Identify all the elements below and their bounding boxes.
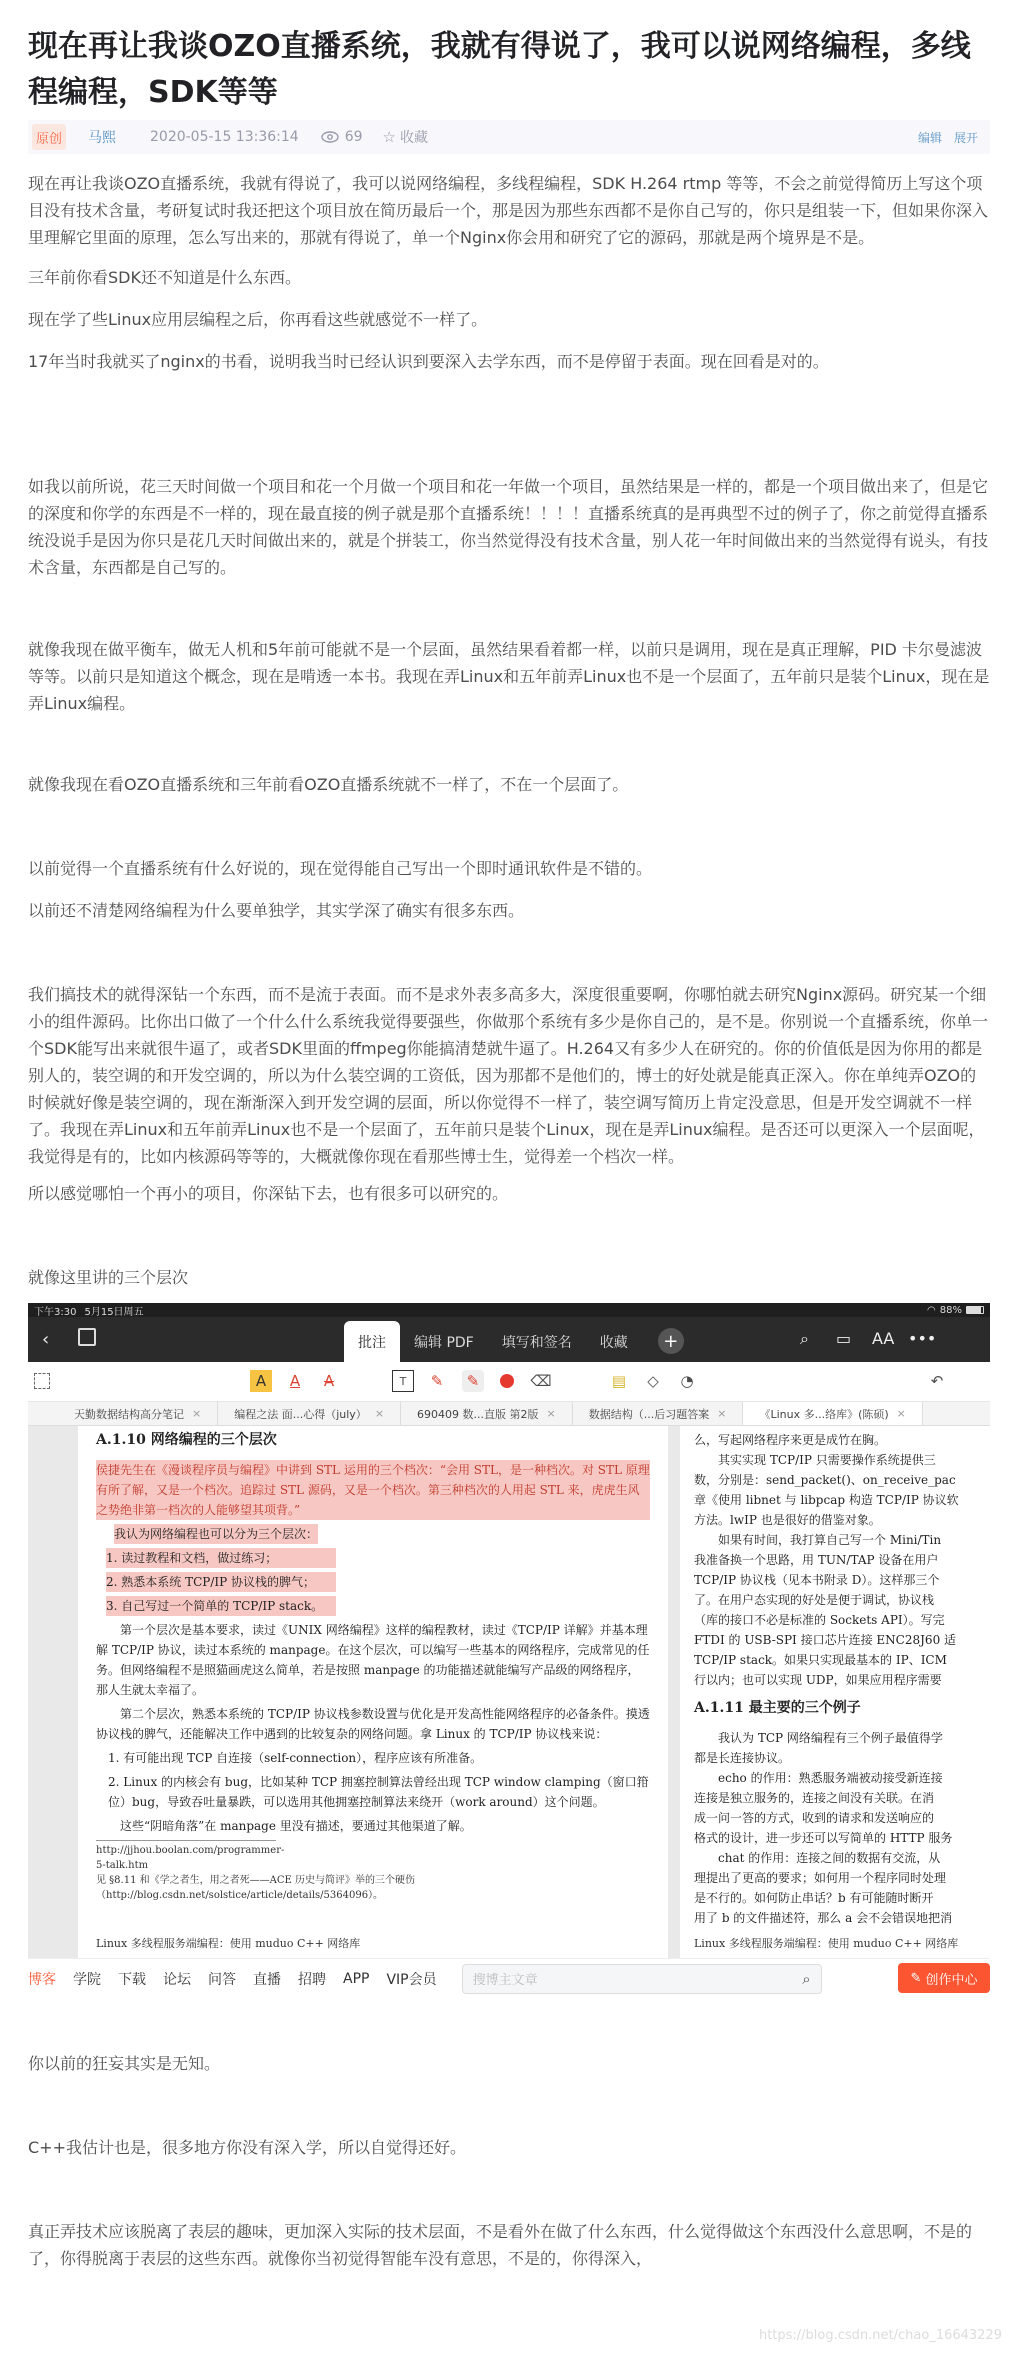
text-line: 行以内；也可以实现 UDP，如果应用程序需要 [694,1673,942,1687]
paragraph-14: C++我估计也是，很多地方你没有深入学，所以自觉得还好。 [28,2138,466,2157]
text-line: 理提出了更高的要求；如何用一个程序同时处理 [694,1871,947,1885]
doc-tab[interactable] [573,1402,744,1425]
doc-tab-active[interactable] [743,1402,922,1425]
right-text-2 [694,1728,976,1928]
text-line: 章《使用 libnet 与 libpcap 构造 TCP/IP 协议软 [694,1493,959,1507]
text-line: 方法。lwIP 也是很好的借鉴对象。 [694,1513,881,1527]
highlight-text-icon[interactable]: A [250,1370,272,1392]
list-item: 1. 有可能出现 TCP 自连接（self-connection），程序应该有所准备。 [108,1751,483,1765]
document-tabs [28,1402,990,1426]
doc-tab[interactable] [401,1402,573,1425]
textbox-icon[interactable]: T [392,1370,414,1392]
star-icon: ☆ [382,128,396,146]
text-line: 成一问一答的方式，收到的请求和发送响应的 [694,1811,935,1825]
create-center-button[interactable] [898,1963,990,1993]
status-date: 5月15日周五 [84,1306,144,1318]
article-meta-bar [28,120,990,154]
paragraph-4: 17年当时我就买了nginx的书看，说明我当时已经认识到要深入去学东西，而不是停留于表面。现在回看是对的。 [28,352,829,371]
text-line: 如果有时间，我打算自己写一个 Mini/Tin [718,1533,942,1547]
doc-tab-label: 天勤数据结构高分笔记 [74,1407,184,1421]
add-tab-icon[interactable]: + [658,1328,684,1354]
eraser-icon[interactable]: ⌫ [530,1372,552,1390]
stamp-icon[interactable]: ◔ [680,1372,694,1390]
pen-icon[interactable]: ✎ [430,1372,444,1390]
back-icon[interactable]: ‹ [42,1329,50,1350]
paragraph-5: 如我以前所说，花三天时间做一个项目和花一个月做一个项目和花一年做一个项目，虽然结果是一样的，都是一个项目做出来了，但是它的深度和你学的东西是不一样的，现在最直接的例子就是那个直播系统！！！！直播系统真的是再典型不过的例子了，你之前觉得直播系统没说手是因为你只是花几天时间做出来的，就是个拼装工，你当然觉得没有技术含量，别人花一年时间做出来的当然觉得有说头，有技术含量，东西都是自己写的。 [28,477,989,577]
text-line: 么，写起网络程序来更是成竹在胸。 [694,1433,887,1447]
close-icon[interactable]: × [896,1407,906,1420]
search-icon[interactable]: ⌕ [800,1329,809,1348]
text-line: FTDI 的 USB-SPI 接口芯片连接 ENC28J60 适 [694,1633,957,1647]
section-heading: A.1.11 最主要的三个例子 [694,1700,861,1716]
text-line: 是不行的。如何防止串话？b 有可能随时断开 [694,1891,934,1905]
pdf-left-page [78,1426,668,1958]
paragraph-6: 就像我现在做平衡车，做无人机和5年前可能就不是一个层面，虽然结果看着都一样，以前只是调用，现在是真正理解，PID 卡尔曼滤波等等。以前只是知道这个概念，现在是啃透一本书。我现在弄Linux和五年前弄Linux也不是一个层面了，五年前只是装个Linux，现在是弄Linux编程。 [28,640,990,713]
body-text: 第一个层次是基本要求，读过《UNIX 网络编程》这样的编程教材，读过《TCP/IP 详解》并基本理解 TCP/IP 协议，读过本系统的 manpage。在这个层次，可以编写一些基本的网络程序，完成常见的任务。但网络编程不是照猫画虎这么简单，若是按照 manpage 的功能描述就能编写产品级的网络程序，那人生就太幸福了。 [96,1623,650,1697]
search-placeholder: 搜博主文章 [472,1973,538,1988]
grid-view-icon[interactable] [78,1328,96,1346]
text-size-icon[interactable]: AA [872,1329,895,1348]
doc-tab-label: 《Linux 多...络库》(陈硕) [759,1407,889,1421]
close-icon[interactable]: × [546,1407,556,1420]
text-line: 我准备换一个思路，用 TUN/TAP 设备在用户 [694,1553,939,1567]
original-badge: 原创 [32,124,66,150]
text-line: chat 的作用：连接之间的数据有交流，从 [718,1851,941,1865]
tab-annotate[interactable]: 批注 [344,1321,400,1362]
page-footer: Linux 多线程服务端编程：使用 muduo C++ 网络库 [96,1937,361,1950]
pen-icon: ✎ [910,1970,922,1986]
comment-icon[interactable]: ▤ [611,1372,627,1390]
paragraph-10: 我们搞技术的就得深钻一个东西，而不是流于表面。而不是求外表多高多大，深度很重要啊，你哪怕就去研究Nginx源码。研究某一个细小的组件源码。比你出口做了一个什么什么系统我觉得要强些，你做那个系统有多少是你自己的，是不是。你别说一个直播系统，你单一个SDK能写出来就很牛逼了，或者SDK里面的ffmpeg你能搞清楚就牛逼了。H.264又有多少人在研究的。你的价值低是因为你用的都是别人的，装空调的和开发空调的，所以为什么装空调的工资低，因为那都不是他们的，博士的好处就是能真正深入。你在单纯弄OZO的时候就好像是装空调的，现在渐渐深入到开发空调的层面，所以你觉得不一样了，装空调写简历上肯定没意思，但是开发空调就不一样了。我现在弄Linux和五年前弄Linux也不是一个层面了，五年前只是装个Linux，现在是弄Linux编程。是否还可以更深入一个层面呢，我觉得是有的，比如内核源码等等的，大概就像你现在看那些博士生，觉得差一个档次一样。 [28,985,989,1166]
pdf-right-page [680,1426,990,1958]
eye-icon [321,131,339,143]
battery-icon [966,1306,984,1314]
doc-tab-label: 数据结构（...后习题答案 [588,1407,710,1421]
app-toolbar [28,1317,990,1362]
underline-text-icon[interactable]: A [289,1372,301,1390]
nav-item-live[interactable]: 直播 [253,1971,281,1988]
paragraph-7: 就像我现在看OZO直播系统和三年前看OZO直播系统就不一样了，不在一个层面了。 [28,775,629,794]
more-icon[interactable]: ••• [908,1329,937,1348]
text-line: 数，分别是：send_packet()、on_receive_pac [694,1473,956,1487]
expand-link[interactable]: 展开 [953,130,978,145]
paragraph-3: 现在学了些Linux应用层编程之后，你再看这些就感觉不一样了。 [28,310,488,329]
text-line: echo 的作用：熟悉服务端被动接受新连接 [718,1771,943,1785]
publish-date: 2020-05-15 13:36:14 [150,129,299,145]
list-item: 2. Linux 的内核会有 bug，比如某种 TCP 拥塞控制算法曾经出现 TCP window clamping（窗口箝位）bug，导致吞吐量暴跌，可以选用其他拥塞控制算法来绕开（work around）这个问题。 [108,1775,649,1809]
footnote: http://jjhou.boolan.com/programmer-5-talk.htm [96,1840,276,1873]
nav-item-jobs[interactable]: 招聘 [298,1971,326,1988]
view-count-value: 69 [344,129,363,145]
text-line: （库的接口不必是标准的 Sockets API）。写完 [694,1613,945,1627]
doc-tab[interactable] [218,1402,401,1425]
status-battery: 88% [939,1304,962,1316]
status-time: 下午3:30 [34,1306,77,1318]
shape-icon[interactable]: ◇ [647,1372,659,1390]
strikethrough-text-icon[interactable]: A [323,1372,335,1390]
paragraph-11: 所以感觉哪怕一个再小的项目，你深钻下去，也有很多可以研究的。 [28,1184,509,1203]
watermark: https://blog.csdn.net/chao_16643229 [758,2328,1002,2343]
body-text: 第二个层次，熟悉本系统的 TCP/IP 协议栈参数设置与优化是开发高性能网络程序的必备条件。摸透协议栈的脾气，还能解决工作中遇到的比较复杂的网络问题。拿 Linux 的 TCP/IP 协议栈来说： [96,1707,650,1741]
paragraph-9: 以前还不清楚网络编程为什么要单独学，其实学深了确实有很多东西。 [28,901,525,920]
search-input[interactable] [462,1964,822,1994]
text-line: 用了 b 的文件描述符，那么 a 会不会错误地把消 [694,1911,953,1925]
annotation-tools [28,1362,990,1402]
favorite-button[interactable] [383,127,428,147]
text-line: TCP/IP stack。如果只实现最基本的 IP、ICM [694,1653,947,1667]
page-footer: Linux 多线程服务端编程：使用 muduo C++ 网络库 [694,1937,959,1950]
section-heading: A.1.10 网络编程的三个层次 [96,1432,277,1448]
status-bar [28,1303,990,1317]
mode-tabs [344,1321,684,1362]
text-line: TCP/IP 协议栈（见本书附录 D）。这样那三个 [694,1573,940,1587]
author-link[interactable]: 马熙 [88,130,116,146]
doc-tab-label: 编程之法 面...心得（july） [234,1407,367,1421]
nav-item-vip[interactable]: VIP会员 [386,1971,437,1988]
nav-item-blog[interactable]: 博客 [28,1971,56,1988]
view-count [321,129,363,145]
paragraph-1: 现在再让我谈OZO直播系统，我就有得说了，我可以说网络编程，多线程编程，SDK H.264 rtmp 等等，不会之前觉得简历上写这个项目没有技术含量，考研复试时我还把这个项目放在简历最后一个，那是因为那些东西都不是你自己写的，你只是组装一下，但如果你深入里理解它里面的原理，怎么写出来的，那就有得说了，单一个Nginx你会用和研究了它的源码，那就是两个境界是不是。 [28,174,989,247]
close-icon[interactable]: × [192,1407,202,1420]
text-line: 格式的设计，进一步还可以写简单的 HTTP 服务 [694,1831,953,1845]
text-line: 其实实现 TCP/IP 只需要操作系统提供三 [718,1453,936,1467]
wifi-icon: ◠ [927,1304,936,1316]
right-text-1 [694,1430,976,1690]
paragraph-15: 真正弄技术应该脱离了表层的趣味，更加深入实际的技术层面，不是看外在做了什么东西，什么觉得做这个东西没什么意思啊，不是的了，你得脱离于表层的这些东西。就像你当初觉得智能车没有意思，不是的，你得深入， [28,2222,973,2268]
list-item: 1. 读过教程和文档，做过练习； [106,1548,336,1568]
footnote: 见 §8.11 和《学之者生，用之者死——ACE 历史与简评》举的三个硬伤（http://blog.csdn.net/solstice/article/details/5364096）。 [96,1875,415,1901]
list-item: 3. 自己写过一个简单的 TCP/IP stack。 [106,1596,336,1616]
lasso-icon[interactable] [34,1373,50,1389]
paragraph-8: 以前觉得一个直播系统有什么好说的，现在觉得能自己写出一个即时通讯软件是不错的。 [28,859,653,878]
site-nav-bar [28,1958,990,1998]
nav-item-download[interactable]: 下载 [118,1971,146,1988]
close-icon[interactable]: × [717,1407,727,1420]
text-line: 了。在用户态实现的好处是便于调试，协议栈 [694,1593,935,1607]
create-center-label: 创作中心 [925,1972,978,1988]
embedded-screenshot [28,1303,990,2016]
text-line: 我认为 TCP 网络编程有三个例子最值得学 [718,1731,943,1745]
nav-item-app[interactable]: APP [343,1970,370,1987]
highlighted-quote: 侯捷先生在《漫谈程序员与编程》中讲到 STL 运用的三个档次：“会用 STL，是一种档次。对 STL 原理有所了解，又是一个档次。追踪过 STL 源码，又是一个档次。第三种档次的人用起 STL 来，虎虎生风之势绝非第一档次的人能够望其项背。” [96,1460,650,1520]
color-dot-icon[interactable] [496,1370,518,1392]
paragraph-12: 就像这里讲的三个层次 [28,1268,189,1287]
doc-tab[interactable] [28,1402,218,1425]
text-line: 连接是独立服务的，连接之间没有关联。在消 [694,1791,935,1805]
tab-fill-sign[interactable]: 填写和签名 [501,1334,572,1351]
marker-icon[interactable]: ✎ [462,1370,484,1392]
nav-item-qa[interactable]: 问答 [208,1971,236,1988]
favorite-label: 收藏 [399,130,428,146]
search-icon[interactable]: ⌕ [802,1969,811,1988]
close-icon[interactable]: × [374,1407,385,1420]
undo-icon[interactable]: ↶ [930,1372,944,1390]
body-text: 这些“阴暗角落”在 manpage 里没有描述，要通过其他渠道了解。 [120,1819,472,1833]
list-item: 2. 熟悉本系统 TCP/IP 协议栈的脾气； [106,1572,336,1592]
book-icon[interactable]: ▭ [836,1329,852,1348]
pdf-viewer[interactable] [28,1426,990,1958]
tab-edit-pdf[interactable]: 编辑 PDF [414,1334,474,1351]
nav-item-forum[interactable]: 论坛 [163,1971,191,1988]
tab-favorites[interactable]: 收藏 [599,1334,628,1351]
text-line: 都是长连接协议。 [694,1751,791,1765]
paragraph-13: 你以前的狂妄其实是无知。 [28,2054,221,2073]
paragraph-2: 三年前你看SDK还不知道是什么东西。 [28,268,301,287]
nav-item-academy[interactable]: 学院 [73,1971,101,1988]
article-title: 现在再让我谈OZO直播系统，我就有得说了，我可以说网络编程，多线程编程，SDK等等 [28,29,971,110]
doc-tab-label: 690409 数...直版 第2版 [417,1407,539,1421]
highlighted-intro: 我认为网络编程也可以分为三个层次： [114,1524,318,1544]
edit-link[interactable]: 编辑 [917,130,942,145]
